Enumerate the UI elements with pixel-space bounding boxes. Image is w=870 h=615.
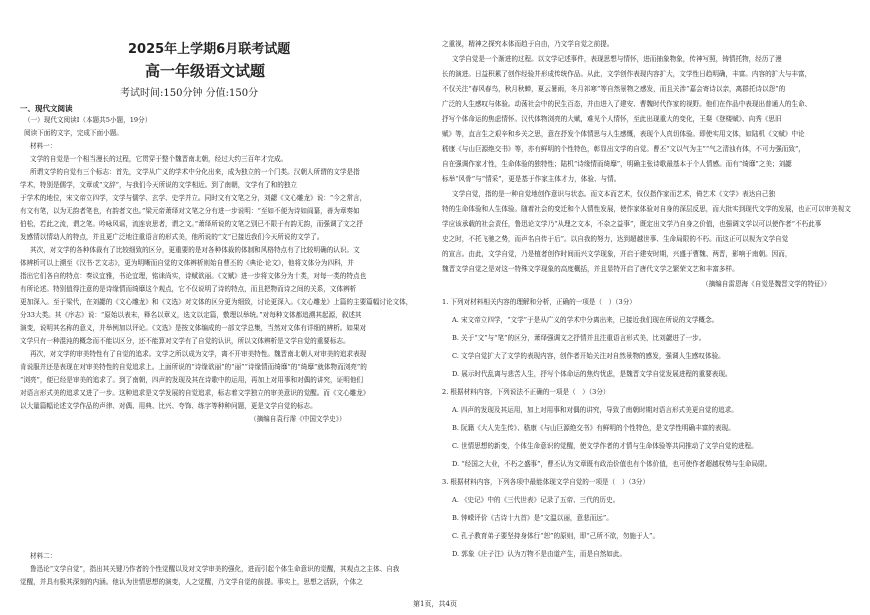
right-column-line: 特的生命体验和人生体验。随着社会的变迁和个人情性发展，使作家体验对自身的深层反思，而大批实到现代文学的发展，也正可以审美视文: [442, 205, 851, 213]
left-column-line: 于学术的地位，宋文帝立四学，文学与儒学、玄学、史学并立。同时文有文笔之分，刘勰《文心雕龙》说：“今之常言，: [20, 194, 367, 202]
right-column-line: C. 孔子教育弟子要坚持身体行“恕”的原则，即“己所不欲，勿施于人”。: [452, 532, 660, 540]
right-column-line: A. 四声的发现及其运用，加上对用事和对偶的讲究，导致了南朝时期对语言形式美更自觉的追求。: [452, 406, 738, 414]
right-column-line: A. 宋文帝立四学，“文学”于是从广义的学术中分离出来，已接近我们现在所说的文学概念。: [452, 316, 719, 324]
left-column-line: 伯松，若此之流，谓之笔。吟咏风谣，流连哀思者，谓之文。”萧绎所说的文笔之别已不限于有韵无韵，而强调了文之抒: [20, 220, 363, 228]
left-column-line: 更加深入。至于梁代，在刘勰的《文心雕龙》和《文选》对文体的区分更为细致，讨论更深入。《文心雕龙》上篇的主要篇幅讨论文体，: [20, 298, 413, 306]
left-column-line: 学术，特别是儒学，文章或“文辞”，与我们今天所说的文学相近。到了南朝，文学有了和的独立: [20, 181, 298, 189]
right-column-line: 1. 下列对材料相关内容的理解和分析，正确的一项是（ ）（3分）: [442, 298, 636, 306]
right-column-line: D. 展示时代乱离与悲苦人生，抒写个体命运的焦灼忧虑，是魏晋文学自觉发展进程的重要表现。: [452, 370, 732, 378]
left-column-line: 文学只有一种混沌的概念而不能以区分，还不能算对文学有了自觉的认识，所以文体辨析是文学自觉的重要标志。: [20, 337, 350, 345]
exam-info: 考试时间:150分钟 分值:150分: [120, 88, 259, 99]
right-column-line: 的宣言。由此，文学自觉，乃是植者创作时间而兴文学现象，开启于建安时期，兴盛于曹魏、两晋，影响于南朝。因而，: [442, 250, 792, 258]
left-column-line: 肯说服并还是表现在对审美特性的自觉追求上。上面所说的“诗缘欲丽”的“丽”“诗缘情而绮靡”的“绮靡”就体物而浏亮”的: [20, 363, 367, 371]
right-column-line: C. 文学自觉扩大了文学的表现内容，创作者开始关注对自然景物的感发，强调人生感叹体验。: [452, 352, 725, 360]
left-column-line: 文学的自觉是一个相当漫长的过程，它贯穿于整个魏晋南北朝，经过大约三百年才完成。: [30, 155, 288, 163]
right-column-line: 广泛的人生感叹与体验。动荡社会中的民生百态，并由进入了建安、曹魏时代作家的视野。他们在作品中表现出普通人的生命、: [442, 100, 812, 108]
right-column-line: 文学自觉，指的是一种自觉地创作意识与状态。而文本而艺术，仅仅指作家而艺术，倚艺术《文学》表达自己独: [452, 190, 776, 198]
right-column-line: A. 《史记》中的《三代世表》记录了五帝、三代的历史。: [452, 496, 620, 504]
right-column-line: 嵇康《与山巨源绝交书》等，亦有鲜明的个性特色，彰显出文学的自觉。曹丕“文以气为主”“气之清浊有体，不可力强而致”，: [442, 145, 805, 153]
left-column-line: 觉醒，并具有极其深刻的内涵。他认为世情思想的演变，人之觉醒，乃文学自觉的前提。事实上，思想之活跃，个体之: [20, 578, 363, 586]
right-column-line: 2. 根据材料内容，下列说法不正确的一项是（ ）（3分）: [442, 388, 610, 396]
right-column-line: 不仅关注“春风春鸟，秋月秋蝉，夏云暑雨，冬月祁寒”等自然景物之感发，而且关涉“嘉会寄诗以亲，离群托诗以怨”的: [442, 85, 786, 93]
left-column-line: （一）现代文阅读Ⅰ（本题共5小题，19分）: [24, 116, 152, 124]
left-column-line: 对语言形式美的追求又进了一步。这种追求是文学发展的自觉追求，标志着文学独立的审美意识的觉醒。而《文心雕龙》: [20, 389, 370, 397]
right-column-line: 标举“风骨”与“情采”，更是基于作家主体才力，体验、与情。: [442, 175, 621, 183]
right-column-line: 自在强调作家才性，生命体验的独特性；陆机“诗缘情而绮靡”，明确主张诗歌最基本于个人情感。而有“绮靡”之美；刘勰: [442, 160, 792, 168]
right-column-line: C. 世情思想的新变，个体生命意识的觉醒，使文学作者的才情与生命体验等共同推动了文学自觉的进程。: [452, 442, 758, 450]
right-column-line: 学应该承载的社会责任，鲁迅论文学乃“从理之文本，不杂之益事”，既定出文学乃自身之价值，也强调文学以可以使作者“不朽此事: [442, 220, 822, 228]
left-column-line: 再次，对文学的审美特性有了自觉的追求。文学之所以成为文学，离不开审美特性。魏晋南北朝人对审美的追求表现: [30, 350, 367, 358]
right-column-line: 抒写个体命运的焦虑情怀。汉代体物浏亮的大赋，难见个人情怀，至此出现重大的变化，王粲《登楼赋》、向秀《思旧: [442, 115, 782, 123]
right-column-line: 3. 根据材料内容，下列各项中最能体现文学自觉的一项是（ ）（3分）: [442, 478, 650, 486]
right-column-line: B. 钟嵘评价《古诗十九首》是“文温以丽，意悲而远”。: [452, 514, 613, 522]
left-column-line: 发感情以情动人的特点，并且更广泛地注重语言的形式美，他所说的“文”已接近我们今天所说的文学了。: [20, 233, 324, 241]
exam-subtitle: 高一年级语文试题: [145, 62, 266, 80]
right-column-line: 之重视，精神之探究本体而趋于自由，乃文学自觉之前提。: [442, 40, 614, 48]
left-column-line: 阅读下面的文字，完成下面小题。: [24, 129, 123, 137]
left-column-line: 鲁迅论“文学自觉”，指出其关键乃作者的个性觉醒以及对文学审美的强化，进而引起个体生命意识的觉醒，其观点之主体、自我: [30, 565, 400, 573]
left-column-line: 有文有笔，以为无韵者笔也，有韵者文也。”梁元帝萧绎对文笔之分有进一步说明：“至如不便为诗如阎纂，善为章奏如: [20, 207, 360, 215]
right-column-line: D. “经国之大业，不朽之盛事”，曹丕认为文章既有政治价值也有个体价值，也可使作者超越权势与生命局限。: [452, 460, 772, 468]
left-column-line: “浏亮”，便已经是审美的追求了。到了南朝，四声的发现及其在诗歌中的运用，再加上对用事和对偶的讲究，证明他们: [20, 376, 364, 384]
right-column-line: 文学自觉是一个渐进的过程。以文学记述事件，表现思想与情怀，进而抽象物象，传神写照，铸情托物，经历了漫: [452, 55, 782, 63]
left-column-line: 有所论述。特别值得注意的是诗缘情而绮靡这个观点，它不仅说明了诗的特点，而且把物而诗之间的关系，文体辨析: [20, 285, 357, 293]
left-column-line: 一、现代文阅读: [20, 104, 73, 113]
left-column-line: 演变，说明其名称的意义，并举例加以评论。《文选》是按文体编成的一部文学总集，当然对文体有详细的辨析。如果对: [20, 324, 367, 332]
left-column-line: 材料一：: [30, 142, 57, 150]
right-column-line: 赋》等，直言生之艰辛和乡关之思，意在抒发个体情思与人生感慨，表现个人真切体验。即使实用文体，如陆机《文赋》中论: [442, 130, 805, 138]
right-column-line: 史之时，不托飞驰之势，而声名自传于后”。以自我的努力，达到超越世事、生命局限的不朽。而这正可以视为文学自觉: [442, 235, 789, 243]
page-footer: 第1页，共4页: [413, 600, 457, 608]
left-column-line: 材料二：: [30, 552, 57, 560]
left-column-line: 以大量篇幅论述文学作品的声律、对偶、用典、比兴、夸饰、练字等种种问题，更是文学自觉的标志。: [20, 402, 317, 410]
left-column-line: 所谓文学的自觉有三个标志：首先，文学从广义的学术中分化出来，成为独立的一个门类。汉朝人所谓的文学是指: [30, 168, 360, 176]
left-column-line: 体辨析可以上溯至《汉书·艺文志》，更为明晰而自觉的文体辨析则始自曹丕的《典论·论文》，他将文体分为四科，并: [20, 259, 354, 267]
right-column-line: （摘编自雷恩海《自觉是魏晋文学的特征》）: [702, 280, 831, 288]
left-column-line: （摘编自袁行霈《中国文学史》）: [250, 415, 346, 423]
right-column-line: 魏晋文学自觉之是对这一特殊文学现象的高度概括，并且显特开启了唐代文学之繁荣文艺和丰富多样。: [442, 265, 739, 273]
left-column-line: 指出它们各自的特点：奏议宜雅，书论宜理，铭诔尚实，诗赋欲丽。《文赋》进一步将文体分为十类，对每一类的特点也: [20, 272, 367, 280]
right-column-line: D. 郭象《庄子注》认为万物不是由道产生，而是自然如此。: [452, 550, 627, 558]
left-column-line: 其次，对文学的各种体裁有了比较细致的区分，更重要的是对各种体裁的体制和风格特点有了比较明确的认识。文: [30, 246, 360, 254]
right-column-line: 长的演进。日益积累了创作经验并形成传统作品。从此，文学创作表现内容扩大，文学性日趋明确，丰富。内容的扩大与丰富，: [442, 70, 812, 78]
exam-title: 2025年上学期6月联考试题: [128, 42, 291, 57]
left-column-line: 分33大类。其《序志》说：“原始以表末，释名以章义，选文以定篇，敷理以举统。”对每种文体都追溯其起源，叙述其: [20, 311, 362, 319]
right-column-line: B. 关于“文”与“笔”的区分，萧绎强调文之抒情并且注重语言形式美，比刘勰进了一步。: [452, 334, 706, 342]
right-column-line: B. 阮籍《大人先生传》、嵇康《与山巨源绝交书》有鲜明的个性特色，是文学性明确丰富的表现。: [452, 424, 735, 432]
